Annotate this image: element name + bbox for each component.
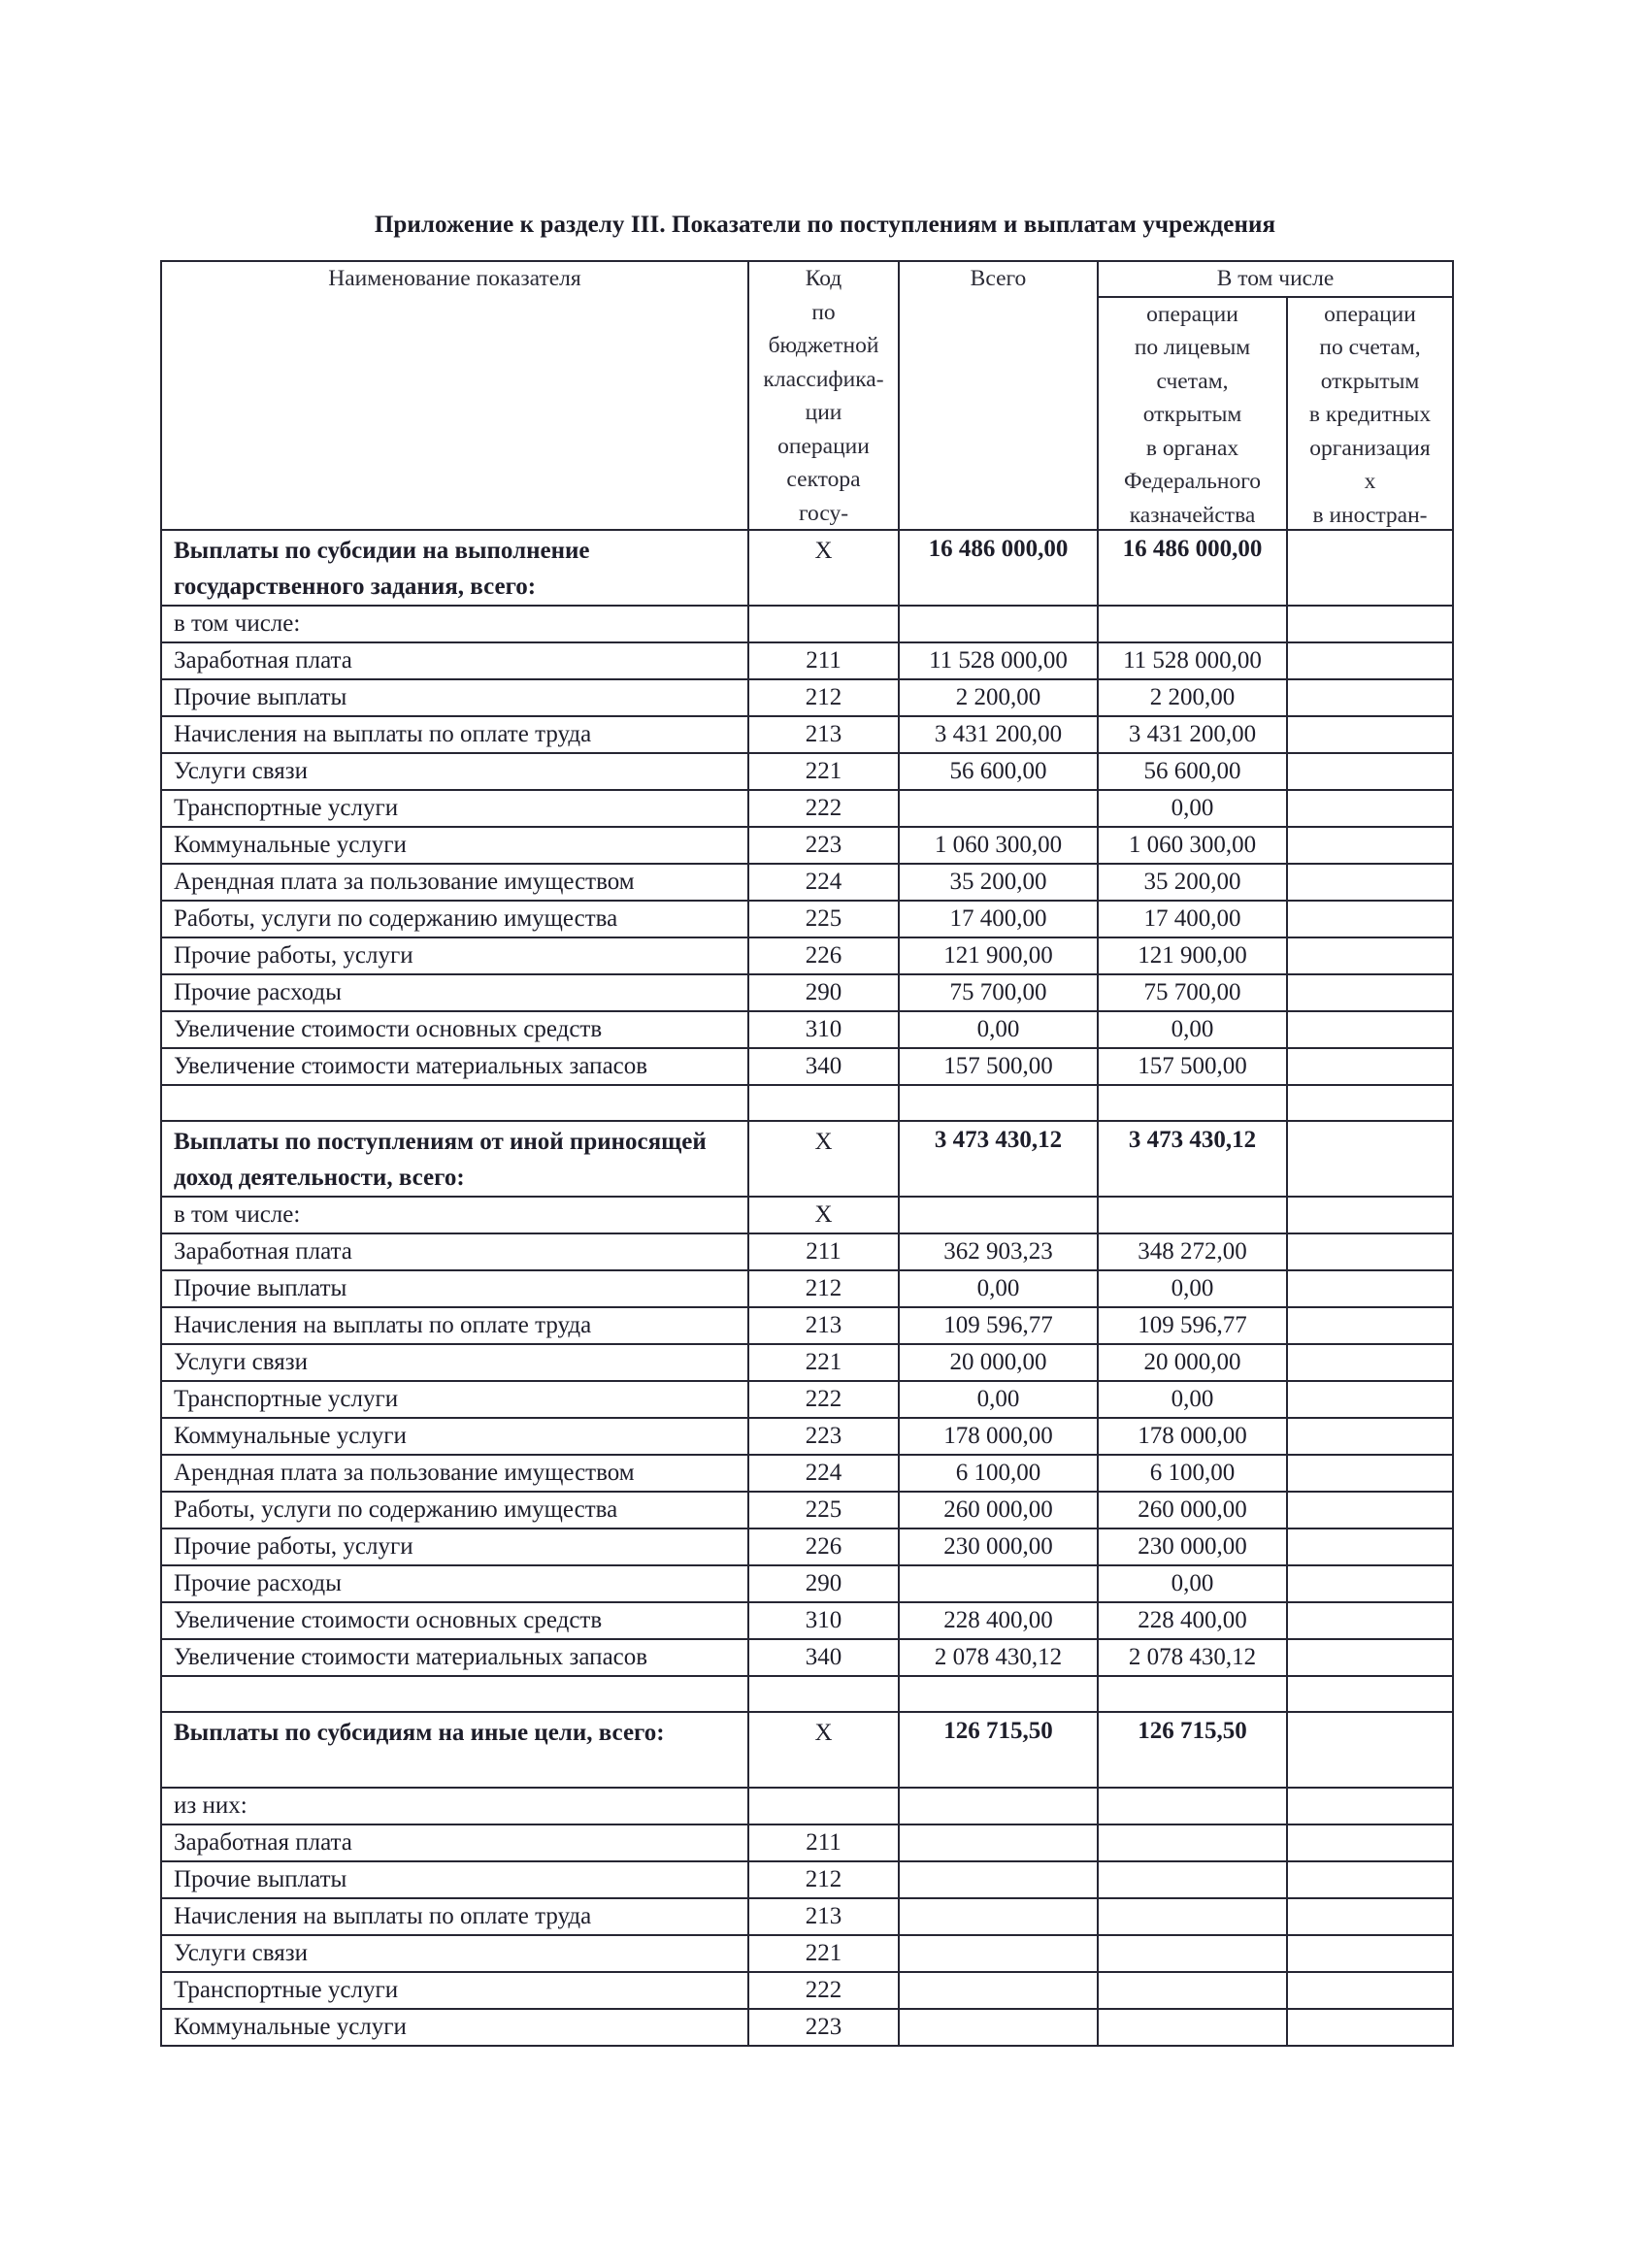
row-credit [1287,901,1453,937]
subheader-code [748,606,899,642]
row-total [899,1565,1098,1602]
row-total: 35 200,00 [899,864,1098,901]
row-credit [1287,1492,1453,1528]
table-row [161,1898,1453,1935]
header-total: Всего [899,261,1098,530]
header-credit-line: в кредитных [1308,402,1432,427]
table-body [161,530,1453,2046]
row-credit [1287,1935,1453,1972]
table-row [161,753,1453,790]
empty-cell [1098,1197,1287,1233]
row-name: Транспортные услуги [161,790,748,827]
header-treasury-line: в органах [1145,435,1239,461]
row-credit [1287,642,1453,679]
empty-cell [748,1676,899,1712]
row-name: Транспортные услуги [161,1972,748,2009]
header-budget-code-line: операции [777,433,870,459]
row-name: Начисления на выплаты по оплате труда [161,1307,748,1344]
row-credit [1287,1233,1453,1270]
table-row [161,1528,1453,1565]
row-treasury: 348 272,00 [1098,1233,1287,1270]
section-total: 126 715,50 [899,1712,1098,1788]
header-credit-line: операции [1324,301,1416,327]
section-credit [1287,530,1453,606]
row-code: 310 [748,1011,899,1048]
table-row [161,974,1453,1011]
row-total: 121 900,00 [899,937,1098,974]
table-header [161,261,1453,530]
table-row [161,1935,1453,1972]
row-treasury: 3 431 200,00 [1098,716,1287,753]
row-treasury: 75 700,00 [1098,974,1287,1011]
row-name: Транспортные услуги [161,1381,748,1418]
empty-cell [899,1788,1098,1824]
row-treasury: 2 200,00 [1098,679,1287,716]
empty-cell [748,1085,899,1121]
section-title: Выплаты по субсидии на выполнение государственного задания, всего: [161,530,748,606]
empty-cell [161,1085,748,1121]
header-budget-code-line: сектора [786,467,861,492]
header-budget-code-lines [751,262,896,526]
row-name: Арендная плата за пользование имуществом [161,864,748,901]
row-code: 213 [748,1898,899,1935]
row-credit [1287,1011,1453,1048]
row-credit [1287,1455,1453,1492]
row-total: 17 400,00 [899,901,1098,937]
table-row [161,1861,1453,1898]
row-credit [1287,716,1453,753]
row-code: 212 [748,679,899,716]
header-credit-org-accounts [1287,297,1453,530]
row-name: Коммунальные услуги [161,2009,748,2046]
header-treasury-line: операции [1146,301,1238,327]
row-code: 221 [748,753,899,790]
table-row [161,1381,1453,1418]
row-name: Начисления на выплаты по оплате труда [161,716,748,753]
table-row [161,1233,1453,1270]
row-code: 211 [748,1233,899,1270]
row-total: 56 600,00 [899,753,1098,790]
row-treasury: 17 400,00 [1098,901,1287,937]
row-treasury: 11 528 000,00 [1098,642,1287,679]
table-row [161,1824,1453,1861]
section-title: Выплаты по поступлениям от иной приносящей доход деятельности, всего: [161,1121,748,1197]
row-credit [1287,1381,1453,1418]
section-subheader-row [161,606,1453,642]
row-treasury: 1 060 300,00 [1098,827,1287,864]
row-total: 228 400,00 [899,1602,1098,1639]
section-total-row [161,1712,1453,1788]
row-name: Арендная плата за пользование имуществом [161,1455,748,1492]
row-code: 212 [748,1270,899,1307]
empty-cell [899,606,1098,642]
empty-cell [899,1085,1098,1121]
empty-cell [1287,1788,1453,1824]
empty-cell [1098,606,1287,642]
row-treasury: 56 600,00 [1098,753,1287,790]
table-row [161,1565,1453,1602]
row-credit [1287,790,1453,827]
header-indicator-name: Наименование показателя [161,261,748,530]
subheader-code [748,1788,899,1824]
section-subheader-row [161,1788,1453,1824]
section-treasury: 3 473 430,12 [1098,1121,1287,1197]
table-row [161,864,1453,901]
empty-cell [899,1676,1098,1712]
row-credit [1287,864,1453,901]
row-code: 224 [748,864,899,901]
row-code: 223 [748,827,899,864]
row-credit [1287,1307,1453,1344]
row-code: 222 [748,1381,899,1418]
row-name: Увеличение стоимости материальных запасов [161,1048,748,1085]
row-name: Прочие расходы [161,974,748,1011]
row-treasury [1098,1824,1287,1861]
row-name: Увеличение стоимости основных средств [161,1602,748,1639]
section-credit [1287,1121,1453,1197]
row-treasury: 109 596,77 [1098,1307,1287,1344]
row-treasury [1098,2009,1287,2046]
row-code: 225 [748,1492,899,1528]
row-treasury [1098,1935,1287,1972]
row-code: 226 [748,937,899,974]
header-budget-code [748,261,899,530]
row-code: 223 [748,1418,899,1455]
header-budget-code-line: госу- [798,500,849,526]
row-credit [1287,1048,1453,1085]
row-credit [1287,1418,1453,1455]
row-total: 20 000,00 [899,1344,1098,1381]
row-total: 362 903,23 [899,1233,1098,1270]
header-treasury-line: казначейства [1129,502,1256,528]
row-total: 0,00 [899,1381,1098,1418]
row-name: Увеличение стоимости основных средств [161,1011,748,1048]
row-code: 224 [748,1455,899,1492]
row-treasury: 35 200,00 [1098,864,1287,901]
table-row [161,1639,1453,1676]
table-row [161,1270,1453,1307]
empty-cell [899,1197,1098,1233]
row-total [899,1898,1098,1935]
row-name: Коммунальные услуги [161,827,748,864]
row-treasury: 0,00 [1098,1270,1287,1307]
row-credit [1287,1972,1453,2009]
section-title: Выплаты по субсидиям на иные цели, всего: [161,1712,748,1788]
row-name: Прочие выплаты [161,1861,748,1898]
payments-table [160,260,1454,2047]
subheader-label: в том числе: [161,606,748,642]
page-title: Приложение к разделу III. Показатели по поступлениям и выплатам учреждения [374,212,1276,238]
row-code: 212 [748,1861,899,1898]
row-credit [1287,1344,1453,1381]
row-credit [1287,2009,1453,2046]
table-row [161,2009,1453,2046]
row-credit [1287,1602,1453,1639]
empty-cell [1098,1676,1287,1712]
section-total-row [161,1121,1453,1197]
empty-cell [161,1676,748,1712]
header-budget-code-line: ции [805,400,842,425]
row-total: 0,00 [899,1011,1098,1048]
header-credit-line: в иностран- [1312,502,1428,528]
subheader-label: из них: [161,1788,748,1824]
row-treasury: 0,00 [1098,790,1287,827]
row-total: 0,00 [899,1270,1098,1307]
table-row [161,901,1453,937]
header-treasury-line: по лицевым [1134,335,1251,360]
row-credit [1287,753,1453,790]
row-treasury: 20 000,00 [1098,1344,1287,1381]
row-total: 157 500,00 [899,1048,1098,1085]
row-treasury [1098,1972,1287,2009]
row-total: 2 078 430,12 [899,1639,1098,1676]
row-name: Услуги связи [161,1935,748,1972]
row-total: 230 000,00 [899,1528,1098,1565]
row-total: 109 596,77 [899,1307,1098,1344]
row-treasury [1098,1861,1287,1898]
table-row [161,827,1453,864]
row-credit [1287,1565,1453,1602]
row-code: 222 [748,790,899,827]
header-budget-code-line: бюджетной [768,333,879,358]
row-total: 11 528 000,00 [899,642,1098,679]
table-row [161,1972,1453,2009]
header-treasury-line: открытым [1142,402,1242,427]
header-budget-code-line: Код [805,266,842,291]
row-total: 75 700,00 [899,974,1098,1011]
row-credit [1287,1861,1453,1898]
empty-cell [1098,1085,1287,1121]
section-subheader-row [161,1197,1453,1233]
row-name: Работы, услуги по содержанию имущества [161,1492,748,1528]
row-credit [1287,679,1453,716]
row-total [899,1972,1098,2009]
row-name: Прочие работы, услуги [161,937,748,974]
row-name: Увеличение стоимости материальных запасов [161,1639,748,1676]
header-credit-line: х [1364,469,1376,494]
row-code: 211 [748,1824,899,1861]
row-treasury: 0,00 [1098,1565,1287,1602]
table-row [161,1455,1453,1492]
header-credit-lines [1290,298,1450,529]
section-total-row [161,530,1453,606]
row-code: 221 [748,1344,899,1381]
row-code: 340 [748,1048,899,1085]
section-code: X [748,530,899,606]
row-code: 211 [748,642,899,679]
table-row [161,790,1453,827]
row-code: 290 [748,974,899,1011]
row-credit [1287,1639,1453,1676]
empty-cell [1287,1197,1453,1233]
row-code: 223 [748,2009,899,2046]
row-code: 290 [748,1565,899,1602]
section-total: 16 486 000,00 [899,530,1098,606]
empty-cell [1287,1676,1453,1712]
table-row [161,1307,1453,1344]
header-treasury-line: Федерального [1123,469,1262,494]
row-total: 178 000,00 [899,1418,1098,1455]
header-treasury-lines [1101,298,1284,529]
blank-row [161,1085,1453,1121]
section-code: X [748,1712,899,1788]
row-treasury: 0,00 [1098,1381,1287,1418]
table-row [161,1048,1453,1085]
row-name: Заработная плата [161,1824,748,1861]
row-name: Прочие выплаты [161,679,748,716]
blank-row [161,1676,1453,1712]
section-total: 3 473 430,12 [899,1121,1098,1197]
table-row [161,937,1453,974]
table-row [161,716,1453,753]
row-code: 340 [748,1639,899,1676]
row-total [899,1861,1098,1898]
table-row [161,1011,1453,1048]
row-total [899,2009,1098,2046]
row-name: Работы, услуги по содержанию имущества [161,901,748,937]
row-code: 222 [748,1972,899,2009]
row-name: Заработная плата [161,1233,748,1270]
section-credit [1287,1712,1453,1788]
row-total [899,1935,1098,1972]
header-treasury-accounts [1098,297,1287,530]
row-treasury: 228 400,00 [1098,1602,1287,1639]
table-row [161,1602,1453,1639]
section-treasury: 126 715,50 [1098,1712,1287,1788]
row-credit [1287,1270,1453,1307]
row-code: 221 [748,1935,899,1972]
table-row [161,679,1453,716]
row-name: Заработная плата [161,642,748,679]
header-credit-line: организация [1309,435,1431,461]
row-total: 2 200,00 [899,679,1098,716]
row-name: Прочие расходы [161,1565,748,1602]
empty-cell [1098,1788,1287,1824]
row-total [899,1824,1098,1861]
row-treasury: 0,00 [1098,1011,1287,1048]
row-name: Начисления на выплаты по оплате труда [161,1898,748,1935]
table-row [161,642,1453,679]
row-total: 260 000,00 [899,1492,1098,1528]
row-credit [1287,1824,1453,1861]
subheader-label: в том числе: [161,1197,748,1233]
table-row [161,1418,1453,1455]
row-treasury: 230 000,00 [1098,1528,1287,1565]
row-credit [1287,1528,1453,1565]
row-treasury: 260 000,00 [1098,1492,1287,1528]
table-row [161,1344,1453,1381]
row-code: 226 [748,1528,899,1565]
row-name: Коммунальные услуги [161,1418,748,1455]
row-treasury [1098,1898,1287,1935]
row-treasury: 2 078 430,12 [1098,1639,1287,1676]
header-treasury-line: счетам, [1156,368,1229,394]
row-total: 3 431 200,00 [899,716,1098,753]
row-code: 225 [748,901,899,937]
section-treasury: 16 486 000,00 [1098,530,1287,606]
row-code: 213 [748,1307,899,1344]
header-budget-code-line: классифика- [763,366,884,392]
row-credit [1287,974,1453,1011]
row-total: 6 100,00 [899,1455,1098,1492]
row-code: 213 [748,716,899,753]
row-total [899,790,1098,827]
row-treasury: 6 100,00 [1098,1455,1287,1492]
row-name: Прочие выплаты [161,1270,748,1307]
header-credit-line: открытым [1320,368,1420,394]
section-code: X [748,1121,899,1197]
header-budget-code-line: по [811,299,836,325]
empty-cell [1287,606,1453,642]
empty-cell [1287,1085,1453,1121]
row-code: 310 [748,1602,899,1639]
table-row [161,1492,1453,1528]
row-total: 1 060 300,00 [899,827,1098,864]
subheader-code: X [748,1197,899,1233]
row-name: Услуги связи [161,1344,748,1381]
row-credit [1287,937,1453,974]
row-treasury: 178 000,00 [1098,1418,1287,1455]
row-credit [1287,827,1453,864]
row-name: Услуги связи [161,753,748,790]
header-including: В том числе [1098,261,1453,297]
row-credit [1287,1898,1453,1935]
row-treasury: 157 500,00 [1098,1048,1287,1085]
row-treasury: 121 900,00 [1098,937,1287,974]
header-credit-line: по счетам, [1319,335,1421,360]
row-name: Прочие работы, услуги [161,1528,748,1565]
